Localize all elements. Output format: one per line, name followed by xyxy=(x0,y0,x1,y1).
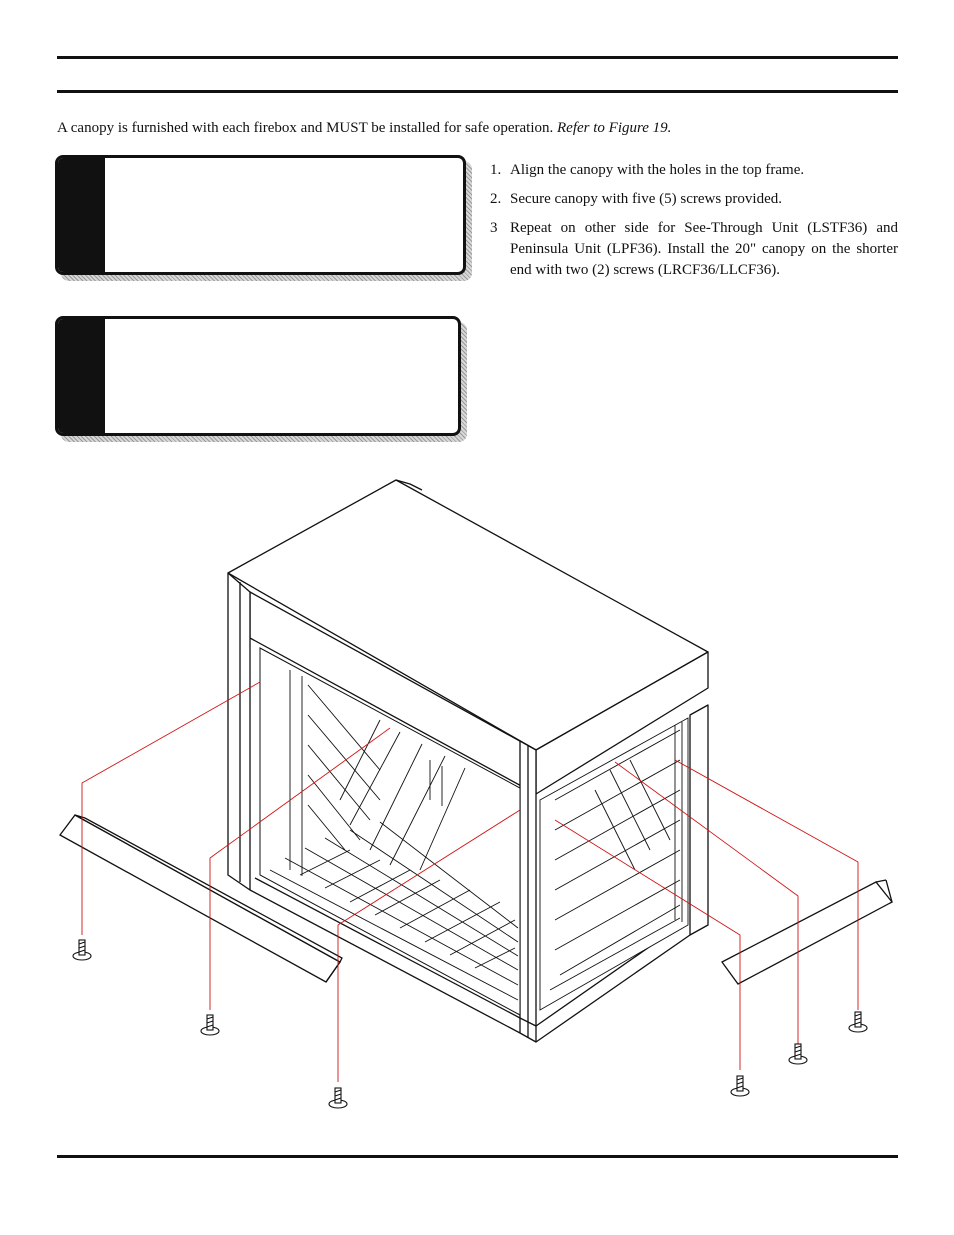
footer-rule xyxy=(57,1155,898,1158)
firebox-right-post xyxy=(690,705,708,935)
step-number: 2. xyxy=(490,191,502,207)
step-number: 1. xyxy=(490,162,502,178)
step-text: Align the canopy with the holes in the top frame. xyxy=(510,162,805,178)
figure-reference: Refer to Figure 19. xyxy=(557,120,672,136)
step-number: 3 xyxy=(490,220,498,236)
warning-box-1 xyxy=(55,155,466,275)
step-text: Repeat on other side for See-Through Unit (LSTF36) and Peninsula Unit (LPF36). Install the 20" canopy on the shorter end with two (2) screws (LRCF36/LLCF36). xyxy=(510,220,898,278)
warning-box-bar xyxy=(58,158,105,272)
right-canopy xyxy=(722,880,892,984)
step-item xyxy=(490,189,898,210)
warning-box-frame xyxy=(55,316,461,436)
intro-text: A canopy is furnished with each firebox and MUST be installed for safe operation. xyxy=(57,120,554,136)
canopy-installation-figure xyxy=(50,470,910,1120)
header-rule xyxy=(57,90,898,93)
warning-box-frame xyxy=(55,155,466,275)
step-item xyxy=(490,160,898,181)
warning-box-2 xyxy=(55,316,461,436)
warning-box-bar xyxy=(58,319,105,433)
installation-steps xyxy=(490,160,898,289)
step-text: Secure canopy with five (5) screws provided. xyxy=(510,191,782,207)
step-item xyxy=(490,218,898,281)
intro-paragraph xyxy=(57,118,898,138)
top-rule xyxy=(57,56,898,59)
